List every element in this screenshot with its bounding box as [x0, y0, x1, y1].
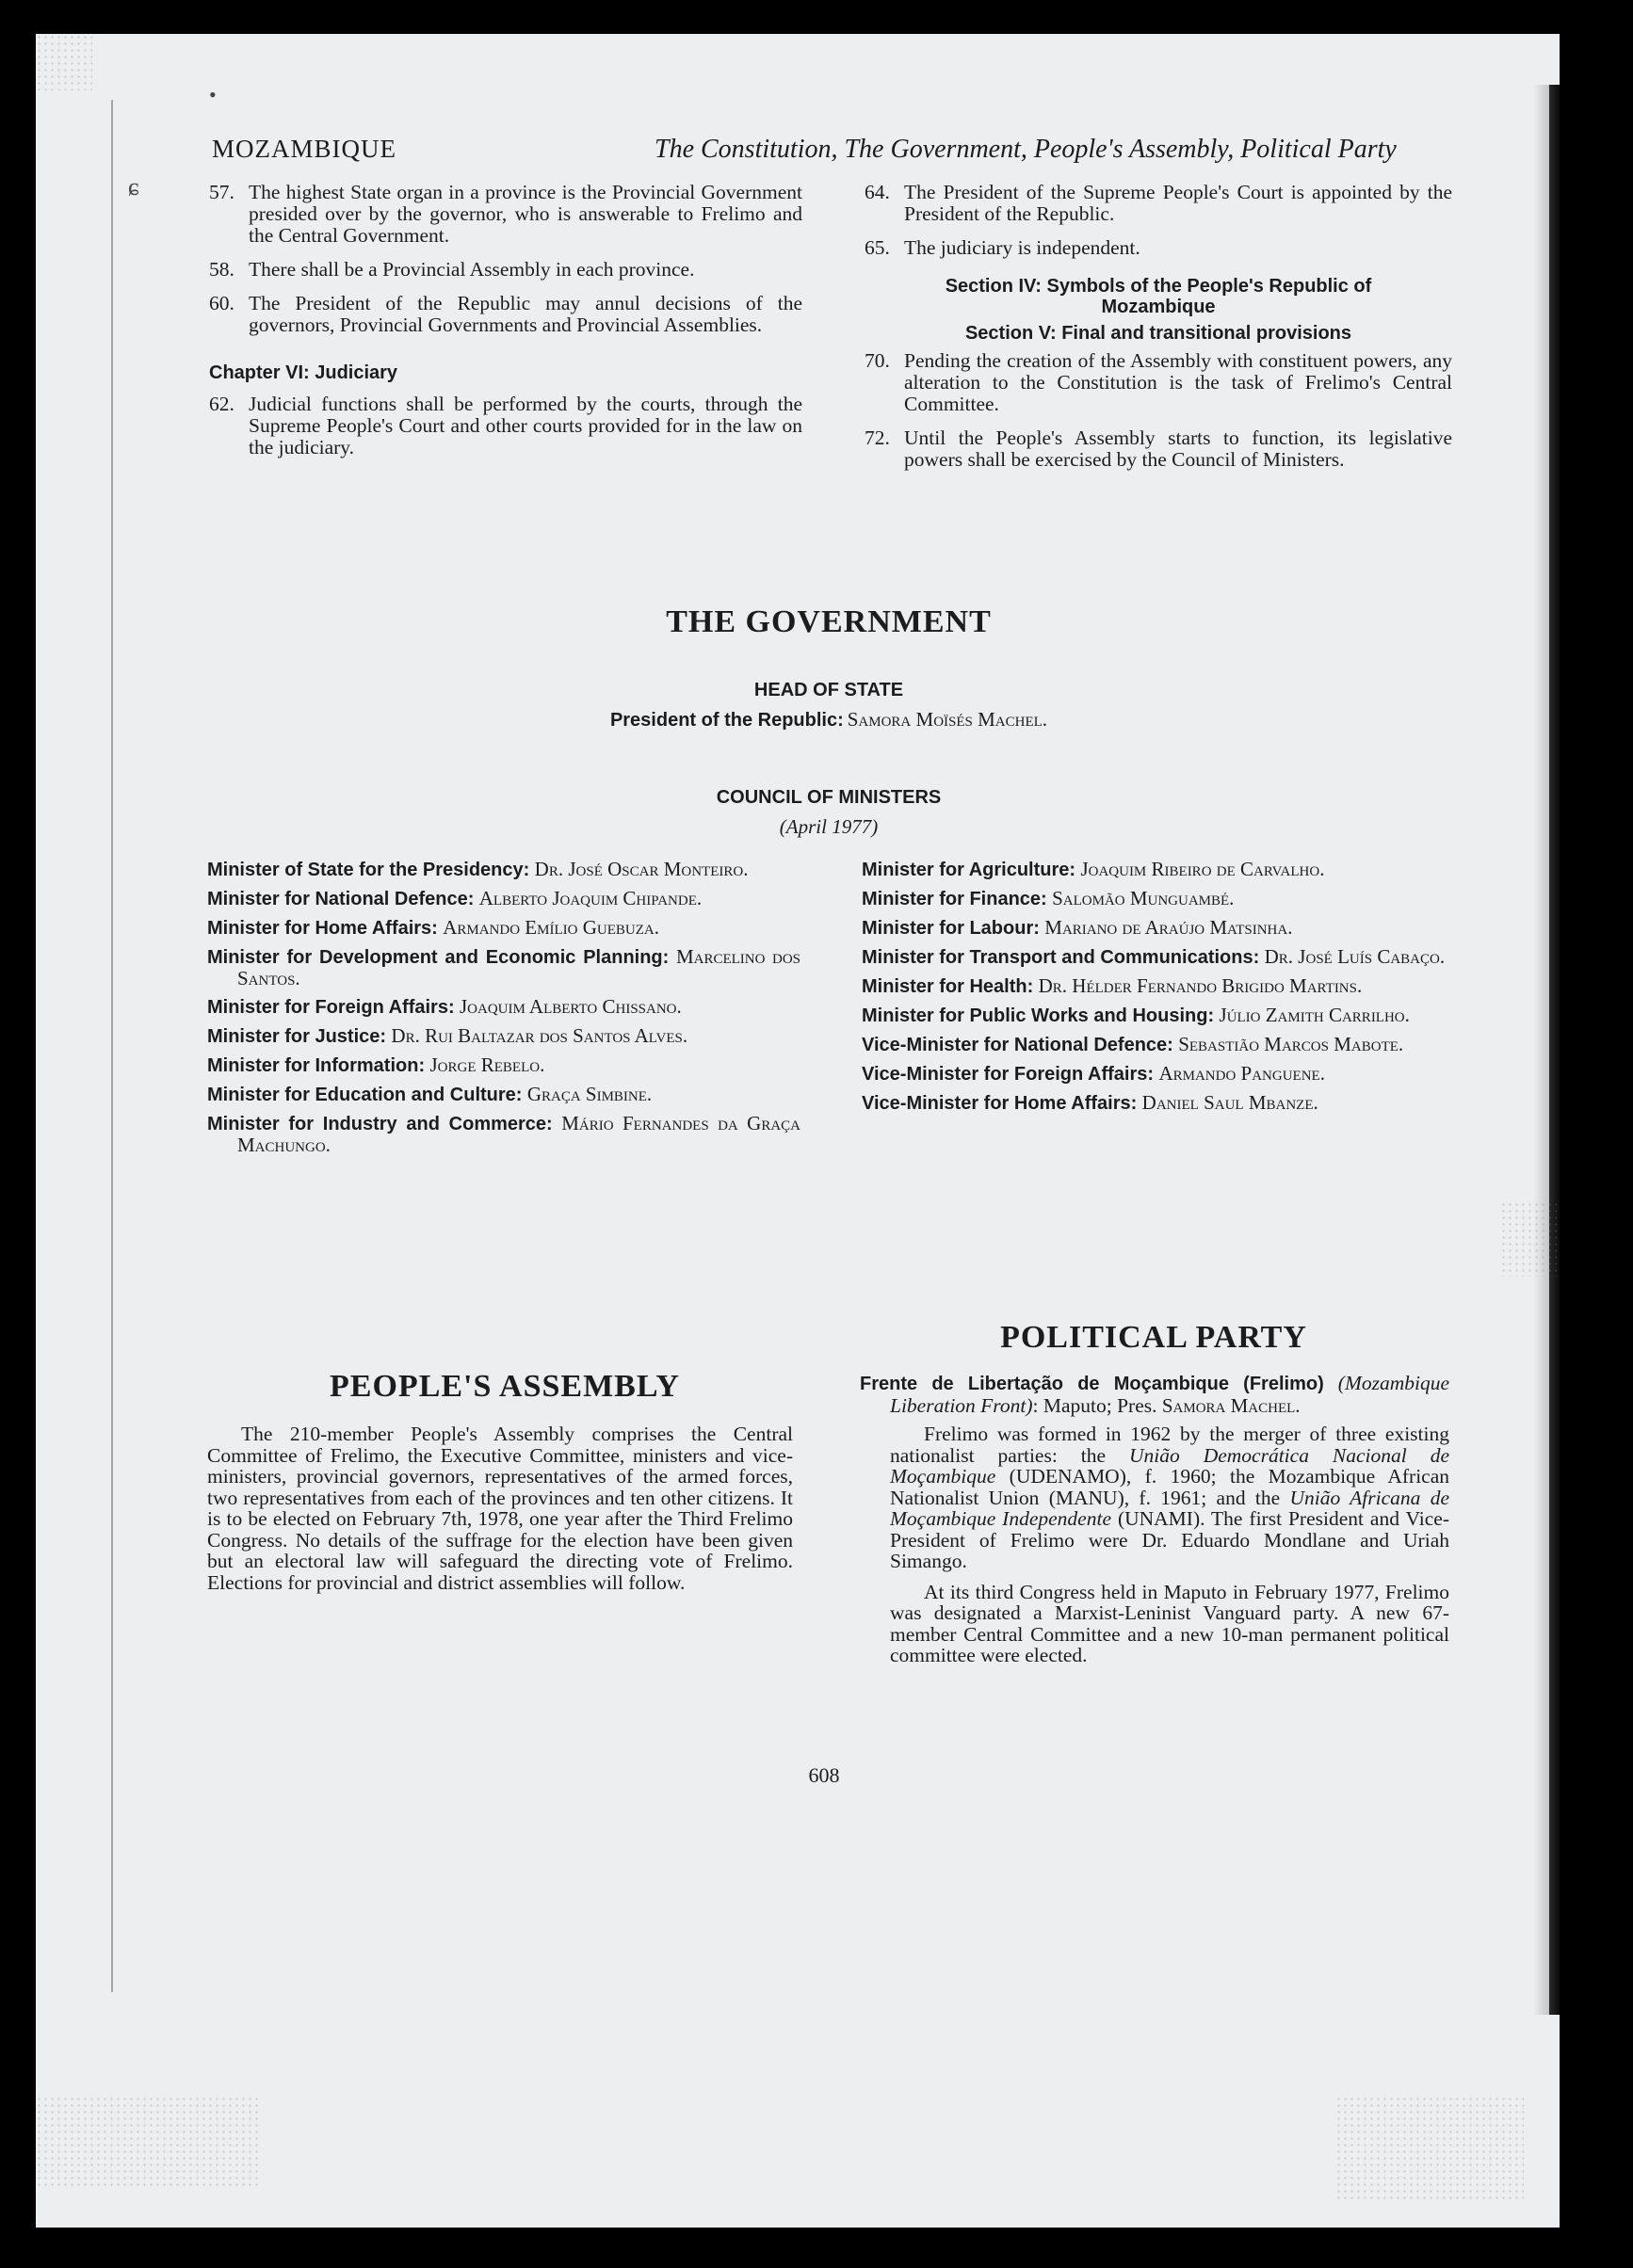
minister-role: Minister for Foreign Affairs:: [207, 997, 455, 1018]
minister-entry: [862, 1092, 1450, 1114]
article-57: [209, 182, 802, 247]
party-block: [860, 1373, 1449, 1666]
ministers-right-column: [862, 859, 1450, 1121]
section-heading: Section IV: Symbols of the People's Republic of Mozambique: [945, 276, 1372, 317]
article-number: 57.: [209, 181, 234, 203]
minister-name: Alberto Joaquim Chipande.: [478, 887, 703, 909]
minister-role: Minister for Justice:: [207, 1026, 387, 1047]
head-of-state-heading: HEAD OF STATE: [753, 680, 904, 700]
minister-role: Minister for Finance:: [862, 889, 1047, 909]
running-header-title: The Constitution, The Government, People's Assembly, Political Party: [655, 135, 1397, 164]
minister-name: Joaquim Alberto Chissano.: [459, 995, 682, 1018]
article-number: 62.: [209, 393, 234, 415]
minister-entry: [862, 1034, 1450, 1055]
article-text: Pending the creation of the Assembly with constituent powers, any alteration to the Constitution is the task of Frelimo's Central Committee.: [904, 349, 1452, 415]
minister-name: Dr. José Oscar Monteiro.: [534, 858, 749, 880]
party-name: Frente de Libertação de Moçambique (Frelimo): [860, 1374, 1324, 1394]
text: (UNAMI). The first President and Vice-President of Frelimo were Dr. Eduardo Mondlane and Uriah Simango.: [890, 1507, 1449, 1572]
council-date: (April 1977): [779, 815, 879, 838]
party-name-english: (Mozambique Liberation Front): [890, 1372, 1450, 1417]
minister-name: Joaquim Ribeiro de Carvalho.: [1080, 858, 1325, 880]
minister-entry: [207, 996, 800, 1018]
minister-role: Minister for Transport and Communications:: [862, 947, 1260, 968]
minister-name: Dr. Hélder Fernando Brigido Martins.: [1038, 974, 1363, 997]
party-president: Samora Machel.: [1161, 1393, 1301, 1417]
article-number: 64.: [865, 181, 890, 203]
constitution-right-column: [865, 182, 1452, 483]
scan-noise: [36, 2096, 262, 2190]
scan-noise: [36, 34, 92, 90]
minister-role: Minister for Development and Economic Planning:: [207, 947, 670, 968]
minister-name: Jorge Rebelo.: [429, 1054, 545, 1076]
article-58: [209, 259, 802, 281]
minister-entry: [207, 1054, 800, 1076]
minister-role: Minister for Information:: [207, 1055, 426, 1076]
minister-name: Daniel Saul Mbanze.: [1141, 1091, 1318, 1114]
minister-name: Dr. Rui Baltazar dos Santos Alves.: [391, 1024, 688, 1047]
minister-role: Vice-Minister for Foreign Affairs:: [862, 1064, 1155, 1085]
minister-name: Armando Panguene.: [1158, 1062, 1325, 1085]
text: (UDENAMO), f. 1960; the Mozambique African Nationalist Union (MANU), f. 1961; and the: [890, 1465, 1449, 1509]
section-heading: Section V: Final and transitional provisions: [964, 323, 1352, 344]
article-number: 60.: [209, 292, 234, 314]
minister-name: Mariano de Araújo Matsinha.: [1044, 916, 1293, 939]
minister-entry: [862, 1005, 1450, 1026]
minister-entry: [207, 1084, 800, 1105]
minister-entry: [862, 975, 1450, 997]
assembly-text: The 210-member People's Assembly comprises the Central Committee of Frelimo, the Executive Committee, ministers and vice-ministers, provincial governors, representatives of the armed forces, two representatives from each of the provinces and ten other citizens. It is to be elected on February 7th, 1978, one year after the Third Frelimo Congress. No details of the suffrage for the election have been given but an electoral law will safeguard the directing vote of Frelimo. Elections for provincial and district assemblies will follow.: [207, 1423, 793, 1594]
party-history: [860, 1424, 1449, 1572]
article-text: The President of the Supreme People's Court is appointed by the President of the Republic.: [904, 181, 1452, 225]
article-64: [865, 182, 1452, 225]
minister-role: Minister for Home Affairs:: [207, 918, 438, 939]
article-text: The President of the Republic may annul decisions of the governors, Provincial Governments and Provincial Assemblies.: [249, 292, 802, 336]
scan-mark: •: [209, 83, 217, 106]
minister-entry: [862, 859, 1450, 880]
article-72: [865, 427, 1452, 471]
article-text: The highest State organ in a province is the Provincial Government presided over by the governor, who is answerable to Frelimo and the Central Government.: [249, 181, 802, 247]
article-number: 72.: [865, 426, 890, 449]
minister-entry: [207, 859, 800, 880]
president-line: [471, 708, 1187, 732]
article-number: 58.: [209, 258, 234, 281]
minister-role: Vice-Minister for National Defence:: [862, 1035, 1173, 1055]
party-entry: [860, 1373, 1449, 1416]
minister-entry: [862, 1063, 1450, 1085]
minister-role: Minister for Labour:: [862, 918, 1040, 939]
article-text: There shall be a Provincial Assembly in each province.: [249, 258, 695, 281]
ministers-left-column: [207, 859, 800, 1163]
party-location: : Maputo; Pres.: [1032, 1393, 1157, 1417]
president-role: President of the Republic:: [609, 710, 844, 731]
minister-entry: [207, 917, 800, 939]
party-congress: At its third Congress held in Maputo in February 1977, Frelimo was designated a Marxist-Leninist Vanguard party. A new 67-member Central Committee and a new 10-man permanent political committee were elected.: [890, 1580, 1449, 1666]
minister-role: Minister for Health:: [862, 976, 1034, 997]
article-70: [865, 350, 1452, 415]
minister-name: Sebastião Marcos Mabote.: [1178, 1033, 1404, 1055]
assembly-title: PEOPLE'S ASSEMBLY: [330, 1369, 680, 1404]
minister-role: Minister for Agriculture:: [862, 860, 1076, 880]
article-text: The judiciary is independent.: [904, 236, 1140, 259]
article-number: 70.: [865, 349, 890, 372]
article-text: Until the People's Assembly starts to function, its legislative powers shall be exercised by the Council of Ministers.: [904, 426, 1452, 471]
minister-name: Marcelino dos Santos.: [237, 945, 800, 989]
council-heading: COUNCIL OF MINISTERS: [716, 787, 942, 808]
minister-name: Graça Simbine.: [526, 1083, 653, 1105]
minister-name: Armando Emílio Guebuza.: [443, 916, 659, 939]
government-title: THE GOVERNMENT: [666, 604, 992, 639]
page-number: 608: [808, 1763, 840, 1787]
running-header-country: MOZAMBIQUE: [212, 135, 396, 163]
scan-mark: ɕ: [128, 173, 139, 201]
president-name: Samora Moïsés Machel.: [847, 708, 1048, 731]
minister-role: Minister for Industry and Commerce:: [207, 1114, 553, 1134]
minister-role: Minister for National Defence:: [207, 889, 475, 909]
minister-entry: [207, 1025, 800, 1047]
article-60: [209, 293, 802, 336]
unami-name: União Africana de Moçambique Independente: [890, 1486, 1449, 1530]
scan-noise: [1500, 1201, 1557, 1277]
minister-entry: [207, 1113, 800, 1155]
binding-spine: [1549, 85, 1560, 2015]
minister-entry: [862, 946, 1450, 968]
chapter-heading: Chapter VI: Judiciary: [209, 362, 398, 383]
article-text: Judicial functions shall be performed by the courts, through the Supreme People's Court and other courts provided for in the law on the judiciary.: [249, 393, 802, 458]
minister-role: Vice-Minister for Home Affairs:: [862, 1093, 1138, 1114]
binding-rule: [111, 100, 113, 1992]
article-number: 65.: [865, 236, 890, 259]
minister-entry: [207, 946, 800, 989]
minister-entry: [862, 888, 1450, 909]
scan-noise: [1335, 2096, 1524, 2199]
minister-name: Júlio Zamith Carrilho.: [1219, 1004, 1410, 1026]
article-62: [209, 394, 802, 458]
article-65: [865, 237, 1452, 259]
minister-name: Mário Fernandes da Graça Machungo.: [237, 1112, 801, 1156]
minister-role: Minister for Education and Culture:: [207, 1085, 523, 1105]
minister-entry: [862, 917, 1450, 939]
minister-entry: [207, 888, 800, 909]
constitution-left-column: [209, 182, 802, 471]
spine-shadow: [1533, 85, 1550, 2015]
text: Frelimo was formed in 1962 by the merger of three existing nationalist parties: the: [890, 1423, 1449, 1467]
minister-role: Minister for Public Works and Housing:: [862, 1005, 1215, 1026]
minister-role: Minister of State for the Presidency:: [207, 860, 530, 880]
minister-name: Dr. José Luís Cabaço.: [1264, 945, 1446, 968]
minister-name: Salomão Munguambé.: [1052, 887, 1235, 909]
udenamo-name: União Democrática Nacional de Moçambique: [890, 1443, 1449, 1488]
party-title: POLITICAL PARTY: [1000, 1320, 1307, 1355]
